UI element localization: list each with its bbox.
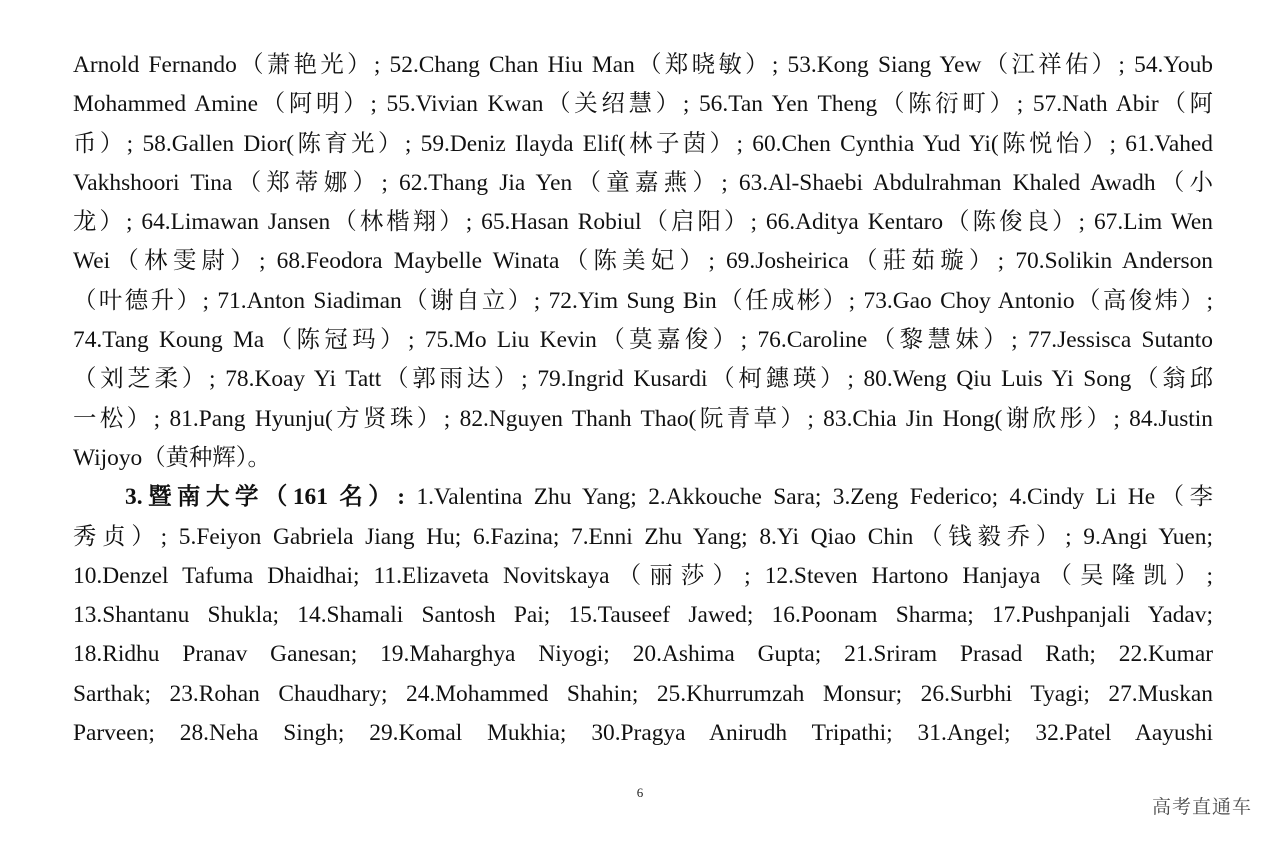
text-line: 龙）; 64.Limawan Jansen（林楷翔）; 65.Hasan Robiul（启阳）; 66.Aditya Kentaro（陈俊良）; 67.Lim Wen	[73, 209, 1213, 236]
text-line: 13.Shantanu Shukla; 14.Shamali Santosh Pai; 15.Tauseef Jawed; 16.Poonam Sharma; 17.Pushpanjali Yadav;	[73, 602, 1213, 629]
text-line: Wei（林雯尉）; 68.Feodora Maybelle Winata（陈美妃）; 69.Josheirica（莊茹璇）; 70.Solikin Anderson	[73, 248, 1213, 275]
text-line: 10.Denzel Tafuma Dhaidhai; 11.Elizaveta Novitskaya（丽莎）; 12.Steven Hartono Hanjaya（吴隆凯）;	[73, 562, 1213, 589]
section-first-line	[73, 478, 1213, 517]
text-line: Arnold Fernando（萧艳光）; 52.Chang Chan Hiu Man（郑晓敏）; 53.Kong Siang Yew（江祥佑）; 54.Youb	[73, 52, 1213, 78]
section-first-line-text: 1.Valentina Zhu Yang; 2.Akkouche Sara; 3.Zeng Federico; 4.Cindy Li He（李	[416, 484, 1213, 511]
text-line: 币）; 58.Gallen Dior(陈育光）; 59.Deniz Ilayda Elif(林子茵）; 60.Chen Cynthia Yud Yi(陈悦怡）; 61.Vahed	[73, 130, 1213, 157]
text-line: Sarthak; 23.Rohan Chaudhary; 24.Mohammed Shahin; 25.Khurrumzah Monsur; 26.Surbhi Tyagi; 27.Muskan	[73, 680, 1213, 707]
text-line: 18.Ridhu Pranav Ganesan; 19.Maharghya Niyogi; 20.Ashima Gupta; 21.Sriram Prasad Rath; 22.Kumar	[73, 641, 1213, 668]
text-line: （叶德升）; 71.Anton Siadiman（谢自立）; 72.Yim Sung Bin（任成彬）; 73.Gao Choy Antonio（高俊炜）;	[73, 287, 1213, 314]
text-line: Vakhshoori Tina（郑蒂娜）; 62.Thang Jia Yen（童嘉燕）; 63.Al-Shaebi Abdulrahman Khaled Awadh（小	[73, 169, 1213, 196]
document-body	[73, 46, 1213, 753]
text-line: 74.Tang Koung Ma（陈冠玛）; 75.Mo Liu Kevin（莫嘉俊）; 76.Caroline（黎慧妹）; 77.Jessisca Sutanto	[73, 327, 1213, 354]
text-line: Mohammed Amine（阿明）; 55.Vivian Kwan（关绍慧）; 56.Tan Yen Theng（陈衍町）; 57.Nath Abir（阿	[73, 91, 1213, 118]
text-line: 秀贞）; 5.Feiyon Gabriela Jiang Hu; 6.Fazina; 7.Enni Zhu Yang; 8.Yi Qiao Chin（钱毅乔）; 9.Angi Yuen;	[73, 523, 1213, 550]
text-line: （刘芝柔）; 78.Koay Yi Tatt（郭雨达）; 79.Ingrid Kusardi（柯鏸瑛）; 80.Weng Qiu Luis Yi Song（翁邱	[73, 366, 1213, 393]
text-line: Parveen; 28.Neha Singh; 29.Komal Mukhia; 30.Pragya Anirudh Tripathi; 31.Angel; 32.Patel Aayushi	[73, 720, 1213, 747]
watermark: 高考直通车	[1151, 796, 1252, 818]
text-line: Wijoyo（黄种辉）。	[73, 444, 271, 471]
text-line: 一松）; 81.Pang Hyunju(方贤珠）; 82.Nguyen Thanh Thao(阮青草）; 83.Chia Jin Hong(谢欣彤）; 84.Justin	[73, 405, 1213, 432]
page-number: 6	[636, 785, 644, 800]
section-heading: 3.暨南大学（161 名）:	[125, 484, 406, 511]
